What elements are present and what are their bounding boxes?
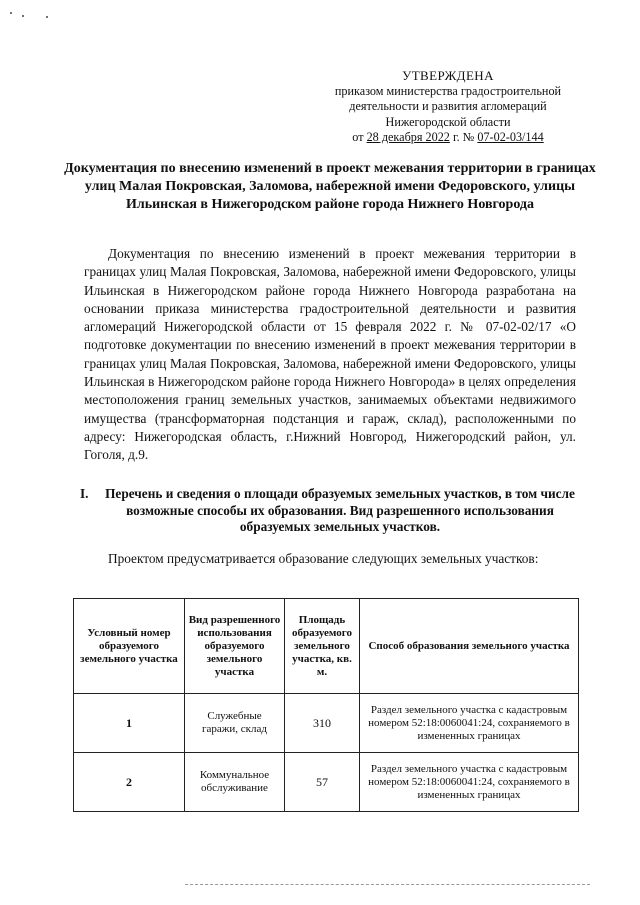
table-row bbox=[74, 753, 579, 812]
scan-speck bbox=[10, 12, 12, 14]
approval-line: приказом министерства градостроительной bbox=[334, 83, 562, 98]
cell-method: Раздел земельного участка с кадастровым номером 52:18:0060041:24, сохраняемого в измененных границах bbox=[360, 753, 579, 812]
date-prefix: от bbox=[352, 130, 364, 144]
approval-line: деятельности и развития агломераций bbox=[349, 99, 547, 113]
header-number: Условный номер образуемого земельного участка bbox=[74, 599, 185, 694]
approval-heading: УТВЕРЖДЕНА bbox=[402, 68, 494, 83]
header-method: Способ образования земельного участка bbox=[360, 599, 579, 694]
cell-number: 2 bbox=[74, 753, 185, 812]
parcels-table bbox=[73, 598, 579, 812]
order-number: 07-02-03/144 bbox=[477, 130, 544, 144]
document-title: Документация по внесению изменений в проект межевания территории в границах улиц Малая Покровская, Заломова, набережной имени Федоровского, улицы Ильинская в Нижегородском районе города Нижнего Новгорода bbox=[64, 161, 596, 212]
cell-number: 1 bbox=[74, 694, 185, 753]
date-suffix: г. № bbox=[452, 130, 475, 144]
cell-area: 57 bbox=[285, 753, 360, 812]
section-heading bbox=[80, 486, 580, 536]
cell-method: Раздел земельного участка с кадастровым номером 52:18:0060041:24, сохраняемого в измененных границах bbox=[360, 694, 579, 753]
intro-paragraph: Документация по внесению изменений в проект межевания территории в границах улиц Малая Покровская, Заломова, набережной имени Федоровского, улицы Ильинская в Нижегородском районе города Нижнего Новгорода разработана на основании приказа министерства градостроительной деятельности и развития агломераций Нижегородской области от 15 февраля 2022 г. № 07-02-02/17 «О подготовке документации по внесению изменений в проект межевания территории в границах улиц Малая Покровская, Заломова, набережной имени Федоровского, улицы Ильинская в Нижегородском районе города Нижнего Новгорода» в целях определения местоположения границ земельных участков, занимаемых объектами недвижимого имущества (трансформаторная подстанция и гараж, склад), расположенными по адресу: Нижегородская область, г.Нижний Новгород, Нижегородский район, ул. Гоголя, д.9. bbox=[84, 246, 576, 463]
header-use: Вид разрешенного использования образуемого земельного участка bbox=[185, 599, 285, 694]
table-row bbox=[74, 694, 579, 753]
cell-use: Служебные гаражи, склад bbox=[185, 694, 285, 753]
provision-paragraph: Проектом предусматривается образование следующих земельных участков: bbox=[108, 551, 539, 566]
scan-speck bbox=[22, 15, 24, 17]
cell-area: 310 bbox=[285, 694, 360, 753]
approval-date-line bbox=[318, 130, 578, 146]
table-header-row bbox=[74, 599, 579, 694]
section-number: I. bbox=[80, 486, 89, 501]
approval-stamp bbox=[318, 68, 578, 146]
header-area: Площадь образуемого земельного участка, кв. м. bbox=[285, 599, 360, 694]
scan-speck bbox=[46, 16, 48, 18]
section-title: Перечень и сведения о площади образуемых земельных участков, в том числе возможные способы их образования. Вид разрешенного использования образуемых земельных участков. bbox=[105, 486, 575, 534]
approval-line: Нижегородской области bbox=[385, 114, 511, 129]
approval-date: 28 декабря 2022 bbox=[366, 130, 450, 144]
scan-artifact-line bbox=[185, 884, 590, 885]
cell-use: Коммунальное обслуживание bbox=[185, 753, 285, 812]
